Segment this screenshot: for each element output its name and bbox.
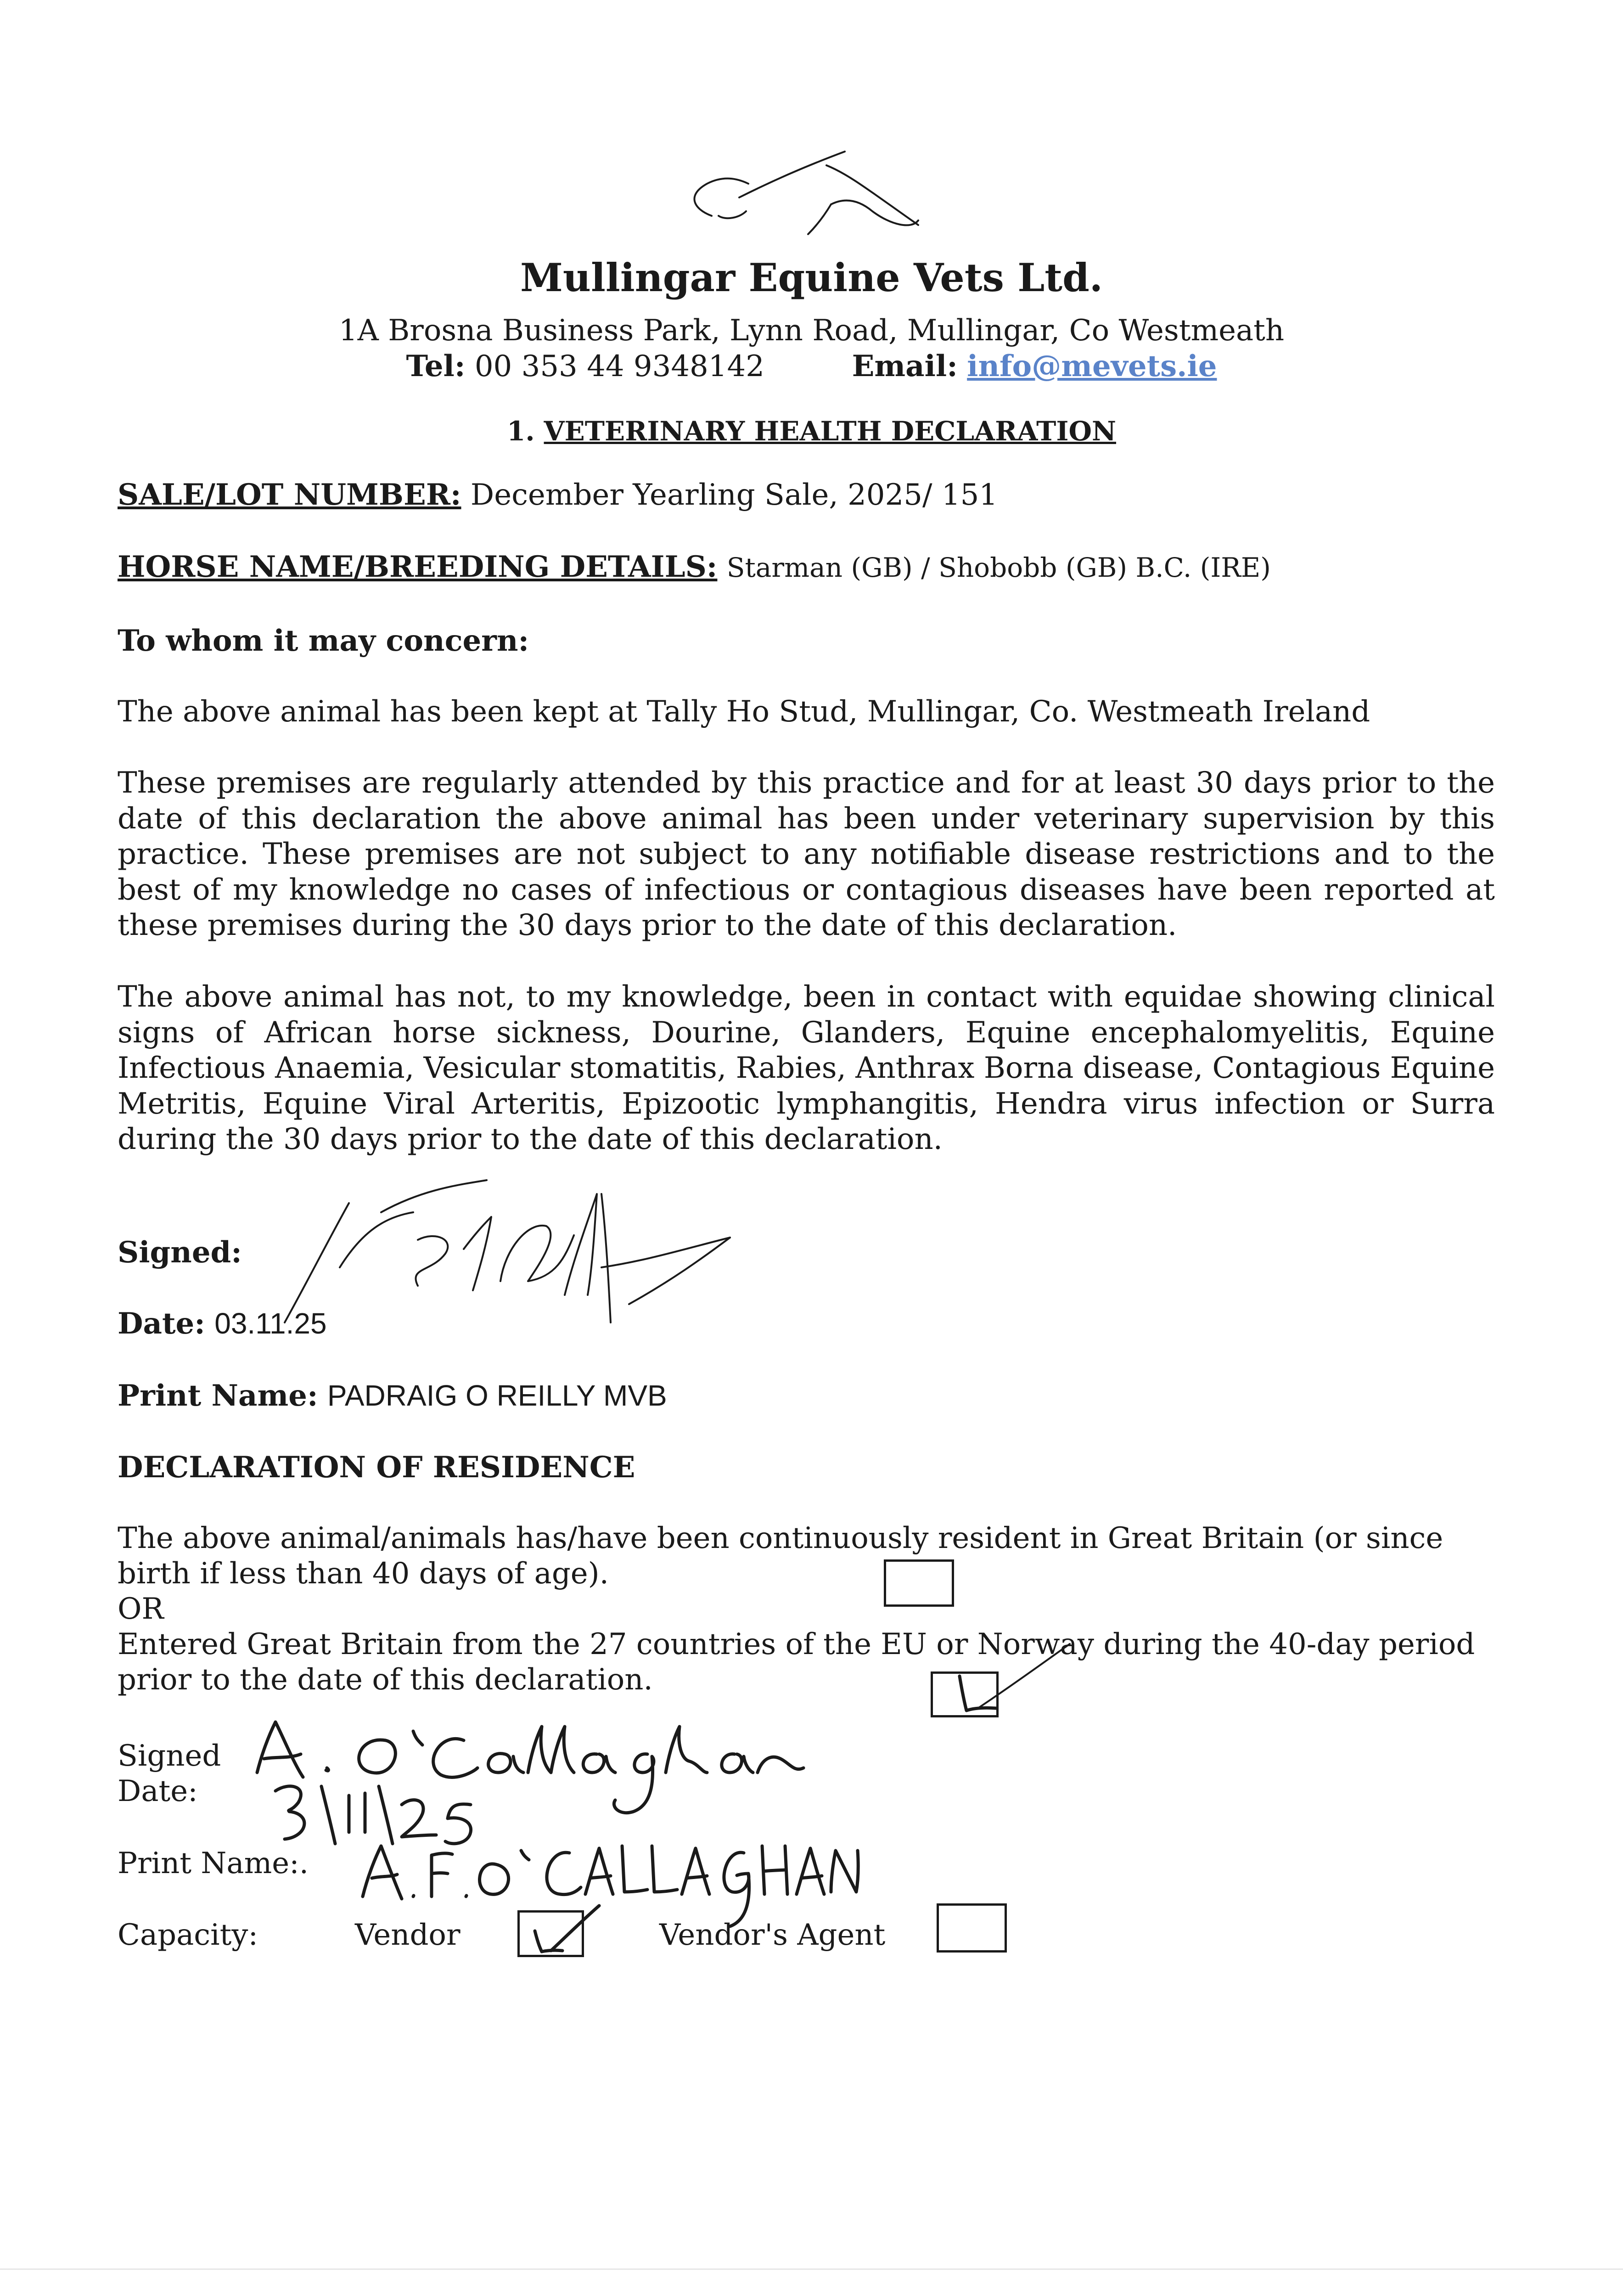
tel-value: 00 353 44 9348142 bbox=[474, 349, 764, 383]
sale-lot-line bbox=[118, 478, 998, 512]
company-name: Mullingar Equine Vets Ltd. bbox=[520, 255, 1103, 300]
vendor-date-label: Date: bbox=[118, 1774, 198, 1808]
capacity-label: Capacity: bbox=[118, 1918, 258, 1952]
tel-label: Tel: bbox=[406, 349, 466, 383]
email-link[interactable]: info@mevets.ie bbox=[967, 349, 1217, 383]
email-label: Email: bbox=[852, 349, 958, 383]
vet-signature bbox=[271, 1176, 753, 1341]
horse-details-line bbox=[118, 550, 1271, 584]
vendor-checkmark bbox=[523, 1896, 606, 1956]
vendor-print-label: Print Name:. bbox=[118, 1846, 309, 1880]
section-title-text: VETERINARY HEALTH DECLARATION bbox=[544, 416, 1117, 447]
residence-option2-line2: prior to the date of this declaration. bbox=[118, 1663, 653, 1697]
entered-gb-checkmark bbox=[946, 1639, 1084, 1722]
vet-print-value: PADRAIG O REILLY MVB bbox=[327, 1379, 667, 1412]
salutation: To whom it may concern: bbox=[118, 624, 529, 658]
disease-paragraph: The above animal has not, to my knowledge, been in contact with equidae showing clinical signs of African horse sickness, Dourine, Glanders, Equine encephalomyelitis, Equine Infectious Anaemia, Vesicular stomatitis, Rabies, Anthrax Borna disease, Contagious Equine Metritis, Equine Viral Arteritis, Epizootic lymphangitis, Hendra virus infection or Surra during the 30 days prior to the date of this declaration. bbox=[118, 980, 1495, 1156]
horse-details-value: Starman (GB) / Shobobb (GB) B.C. (IRE) bbox=[726, 552, 1271, 583]
company-address: 1A Brosna Business Park, Lynn Road, Mullingar, Co Westmeath bbox=[338, 314, 1285, 348]
contact-line bbox=[0, 349, 1623, 383]
vendor-agent-checkbox[interactable] bbox=[937, 1903, 1007, 1953]
page-bottom-edge bbox=[0, 2268, 1623, 2270]
residence-title: DECLARATION OF RESIDENCE bbox=[118, 1450, 635, 1485]
vet-print-line bbox=[118, 1379, 667, 1413]
continuous-residence-checkbox[interactable] bbox=[884, 1559, 954, 1607]
vendor-print-handwritten bbox=[358, 1828, 863, 1933]
kept-at-paragraph: The above animal has been kept at Tally Ho Stud, Mullingar, Co. Westmeath Ireland bbox=[118, 695, 1370, 729]
vendor-signed-label: Signed bbox=[118, 1739, 221, 1773]
horse-details-label: HORSE NAME/BREEDING DETAILS: bbox=[118, 550, 718, 584]
vendor-option-label: Vendor bbox=[355, 1918, 461, 1952]
section-title bbox=[0, 416, 1623, 447]
premises-paragraph: These premises are regularly attended by this practice and for at least 30 days prior to the date of this declaration the above animal has been under veterinary supervision by this practice. These premises are not subject to any notifiable disease restrictions and to the best of my knowledge no cases of infectious or contagious diseases have been reported at these premises during the 30 days prior to the date of this declaration. bbox=[118, 766, 1495, 942]
vet-print-label: Print Name: bbox=[118, 1379, 318, 1413]
vet-date-label: Date: bbox=[118, 1306, 205, 1341]
vet-date-line bbox=[118, 1306, 327, 1341]
residence-option2-line1: Entered Great Britain from the 27 countries of the EU or Norway during the 40-day period bbox=[118, 1627, 1475, 1661]
vet-date-value: 03.11.25 bbox=[214, 1307, 327, 1340]
or-text: OR bbox=[118, 1592, 164, 1626]
sale-lot-value: December Yearling Sale, 2025/ 151 bbox=[470, 478, 998, 512]
residence-option1-line2: birth if less than 40 days of age). bbox=[118, 1557, 609, 1591]
sale-lot-label: SALE/LOT NUMBER: bbox=[118, 478, 461, 512]
vet-signed-label: Signed: bbox=[118, 1235, 242, 1270]
section-number: 1. bbox=[506, 416, 535, 447]
residence-option1-line1: The above animal/animals has/have been continuously resident in Great Britain (or since bbox=[118, 1521, 1443, 1555]
horse-head-icon bbox=[643, 147, 927, 253]
vendor-agent-option-label: Vendor's Agent bbox=[659, 1918, 886, 1952]
